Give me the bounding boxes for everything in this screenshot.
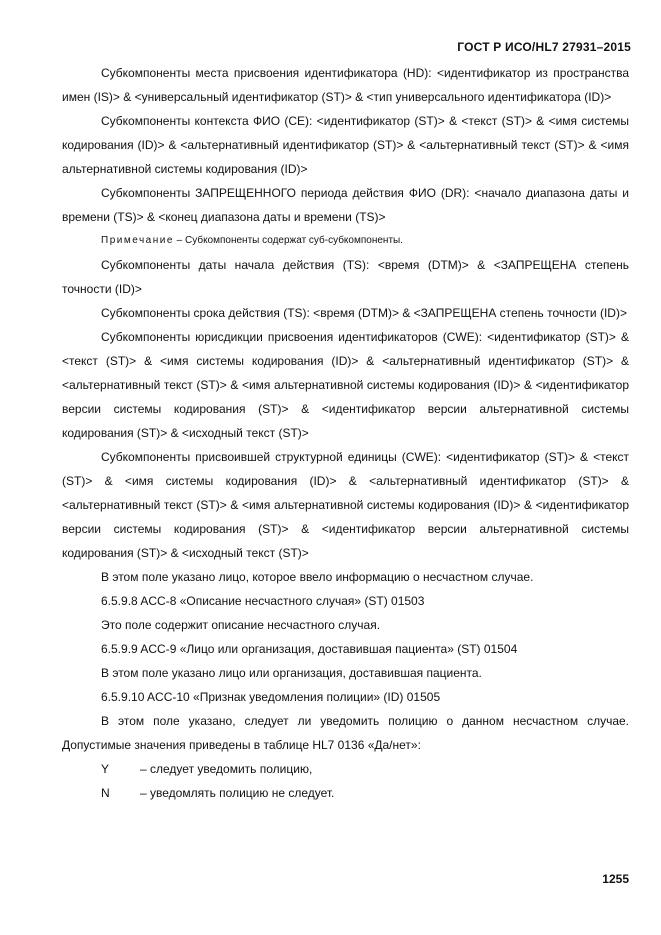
section-heading-acc-8: 6.5.9.8 ACC-8 «Описание несчастного случая» (ST) 01503: [101, 594, 425, 608]
value-item-n: [62, 781, 629, 805]
note-label: Примечание: [101, 235, 174, 246]
section-heading-acc-10: 6.5.9.10 ACC-10 «Признак уведомления полиции» (ID) 01505: [101, 690, 441, 704]
note-text: – Субкомпоненты содержат суб-субкомпоненты.: [173, 235, 403, 246]
note: [62, 229, 629, 253]
paragraph-jurisdiction-subcomponents: Субкомпоненты юрисдикции присвоения идентификаторов (CWE): <идентификатор (ST)> & <текст (ST)> & <имя системы кодирования (ID)> & <альтернативный идентификатор (ST)> & <альтернативный текст (ST)> & <имя альтернативной системы кодирования (ID)> & <идентификатор версии системы кодирования (ST)> & <идентификатор версии альтернативной системы кодирования (ST)> & <исходный текст (ST)>: [62, 330, 629, 440]
value-key: Y: [101, 762, 110, 776]
paragraph-ts-start-subcomponents: Субкомпоненты даты начала действия (TS): <время (DTM)> & <ЗАПРЕЩЕНА степень точности (ID)>: [62, 258, 629, 296]
document-header: ГОСТ Р ИСО/HL7 27931–2015: [457, 40, 631, 54]
page-number: 1255: [602, 872, 629, 886]
value-item-y: [62, 757, 629, 781]
paragraph-acc-10-description: В этом поле указано, следует ли уведомить полицию о данном несчастном случае. Допустимые значения приведены в таблице HL7 0136 «Да/нет»:: [62, 714, 629, 752]
paragraph-hd-subcomponents: Субкомпоненты места присвоения идентификатора (HD): <идентификатор из пространства имен (IS)> & <универсальный идентификатор (ST)> & <тип универсального идентификатора (ID)>: [62, 66, 629, 104]
paragraph-acc-9-description: В этом поле указано лицо или организация, доставившая пациента.: [101, 666, 482, 680]
paragraph-ce-subcomponents: Субкомпоненты контекста ФИО (CE): <идентификатор (ST)> & <текст (ST)> & <имя системы кодирования (ID)> & <альтернативный идентификатор (ST)> & <альтернативный текст (ST)> & <имя альтернативной системы кодирования (ID)>: [62, 114, 629, 176]
value-text: – уведомлять полицию не следует.: [140, 786, 335, 800]
value-key: N: [101, 786, 110, 800]
paragraph-ts-expiry-subcomponents: Субкомпоненты срока действия (TS): <время (DTM)> & <ЗАПРЕЩЕНА степень точности (ID)>: [101, 306, 627, 320]
paragraph-unit-subcomponents: Субкомпоненты присвоившей структурной единицы (CWE): <идентификатор (ST)> & <текст (ST)> & <имя системы кодирования (ID)> & <альтернативный идентификатор (ST)> & <альтернативный текст (ST)> & <имя альтернативной системы кодирования (ID)> & <идентификатор версии системы кодирования (ST)> & <идентификатор версии альтернативной системы кодирования (ST)> & <исходный текст (ST)>: [62, 450, 629, 560]
value-text: – следует уведомить полицию,: [140, 762, 313, 776]
document-body: [62, 61, 629, 805]
section-heading-acc-9: 6.5.9.9 ACC-9 «Лицо или организация, доставившая пациента» (ST) 01504: [101, 642, 518, 656]
paragraph-acc-8-description: Это поле содержит описание несчастного случая.: [101, 618, 381, 632]
paragraph-entered-by: В этом поле указано лицо, которое ввело информацию о несчастном случае.: [101, 570, 534, 584]
paragraph-dr-subcomponents: Субкомпоненты ЗАПРЕЩЕННОГО периода действия ФИО (DR): <начало диапазона даты и времени (TS)> & <конец диапазона даты и времени (TS)>: [62, 186, 629, 224]
